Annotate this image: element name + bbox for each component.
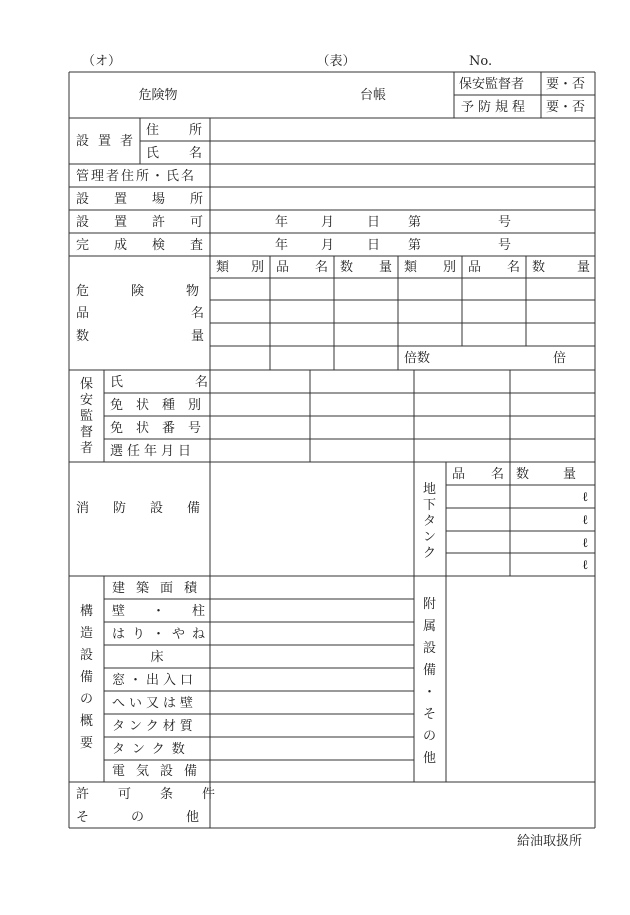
prevention-rules-label: 予防規程 xyxy=(461,100,530,115)
completion-number-suffix: 号 xyxy=(498,238,512,253)
prevention-rules-choice: 要・否 xyxy=(546,100,586,115)
installer-name-label: 氏名 xyxy=(146,146,233,161)
completion-day: 日 xyxy=(367,238,381,253)
hazard-qty-label: 数量 xyxy=(76,329,307,344)
installer-label: 設置者 xyxy=(76,134,143,149)
vertical-char: 安 xyxy=(80,393,94,408)
supervisor-required-choice: 要・否 xyxy=(546,77,586,92)
license-type-label: 免状種別 xyxy=(110,398,215,413)
structure-row-fence: へい又は壁 xyxy=(112,696,198,711)
ledger-title: 台帳 xyxy=(359,88,387,103)
structure-row-windows: 窓・出入口 xyxy=(112,673,198,688)
vertical-char: タ xyxy=(423,514,437,529)
vertical-char: 地 xyxy=(423,482,437,497)
permit-number-prefix: 第 xyxy=(408,215,422,230)
col-item-2: 品名 xyxy=(468,260,547,275)
facility-type-label: 給油取扱所 xyxy=(517,834,583,849)
completion-year: 年 xyxy=(275,238,289,253)
tank-unit-1: ℓ xyxy=(582,490,589,505)
vertical-char: の xyxy=(80,692,94,707)
vertical-char: 属 xyxy=(423,619,437,634)
vertical-char: 設 xyxy=(80,648,94,663)
vertical-char: ン xyxy=(423,530,437,545)
vertical-char: 者 xyxy=(80,441,94,456)
tank-col-qty: 数量 xyxy=(516,467,611,482)
vertical-char: 保 xyxy=(80,377,94,392)
hazmat-title: 危険物 xyxy=(138,88,178,103)
vertical-char: ク xyxy=(423,546,437,561)
conditions-line2: その他 xyxy=(76,810,242,825)
structure-vertical-label xyxy=(80,605,93,750)
tank-unit-4: ℓ xyxy=(582,558,589,573)
vertical-char: 要 xyxy=(80,736,94,751)
completion-number-prefix: 第 xyxy=(408,238,422,253)
permit-number-suffix: 号 xyxy=(498,215,512,230)
permit-month: 月 xyxy=(321,215,335,230)
vertical-char: 下 xyxy=(423,498,437,513)
vertical-char: 備 xyxy=(80,670,94,685)
vertical-char: ・ xyxy=(423,685,437,700)
multiple-unit: 倍 xyxy=(553,351,567,366)
underground-tank-label xyxy=(423,483,436,560)
conditions-line1: 許可条件 xyxy=(76,787,245,802)
vertical-char: 監 xyxy=(80,409,94,424)
manager-label: 管理者住所・氏名 xyxy=(76,169,197,184)
completion-month: 月 xyxy=(321,238,335,253)
structure-row-floor: 床 xyxy=(150,650,164,665)
appointed-date-label: 選任年月日 xyxy=(110,444,196,459)
aux-equipment-label xyxy=(423,598,436,765)
col-qty-2: 数量 xyxy=(532,260,623,275)
hazard-item-label: 品名 xyxy=(76,306,307,321)
structure-row-tank-count: タンク数 xyxy=(112,742,192,757)
location-label: 設置場所 xyxy=(76,192,229,207)
supervisor-name-label: 氏名 xyxy=(110,375,281,390)
tank-unit-3: ℓ xyxy=(582,536,589,551)
structure-row-area: 建築面積 xyxy=(112,581,209,596)
supervisor-vertical-label xyxy=(80,378,93,455)
tank-unit-2: ℓ xyxy=(582,513,589,528)
structure-row-walls: 壁・柱 xyxy=(112,604,233,619)
structure-row-electric: 電気設備 xyxy=(112,764,209,779)
installer-address-label: 住所 xyxy=(146,123,233,138)
col-kind-1: 類別 xyxy=(216,260,287,275)
col-kind-2: 類別 xyxy=(404,260,483,275)
vertical-char: 構 xyxy=(80,604,94,619)
vertical-char: 設 xyxy=(423,641,437,656)
side-label: （表） xyxy=(316,54,356,69)
multiple-label: 倍数 xyxy=(404,351,431,366)
vertical-char: 督 xyxy=(80,425,94,440)
vertical-char: 造 xyxy=(80,626,94,641)
permit-year: 年 xyxy=(275,215,289,230)
tank-col-item: 品名 xyxy=(452,467,531,482)
vertical-char: 概 xyxy=(80,714,94,729)
col-item-1: 品名 xyxy=(276,260,355,275)
vertical-char: 備 xyxy=(423,663,437,678)
completion-label: 完成検査 xyxy=(76,238,229,253)
vertical-char: そ xyxy=(423,707,437,722)
permit-label: 設置許可 xyxy=(76,215,229,230)
vertical-char: の xyxy=(423,729,437,744)
form-code: （オ） xyxy=(82,54,122,69)
fire-equipment-label: 消防設備 xyxy=(76,501,225,516)
license-number-label: 免状番号 xyxy=(110,421,215,436)
structure-row-beams: はり・やね xyxy=(112,627,213,642)
number-label: No. xyxy=(469,54,493,69)
structure-row-tank-material: タンク材質 xyxy=(112,719,197,734)
col-qty-1: 数量 xyxy=(340,260,419,275)
vertical-char: 附 xyxy=(423,597,437,612)
permit-day: 日 xyxy=(367,215,381,230)
supervisor-required-label: 保安監督者 xyxy=(459,77,525,92)
vertical-char: 他 xyxy=(423,751,437,766)
hazard-label: 危険物 xyxy=(76,284,242,299)
